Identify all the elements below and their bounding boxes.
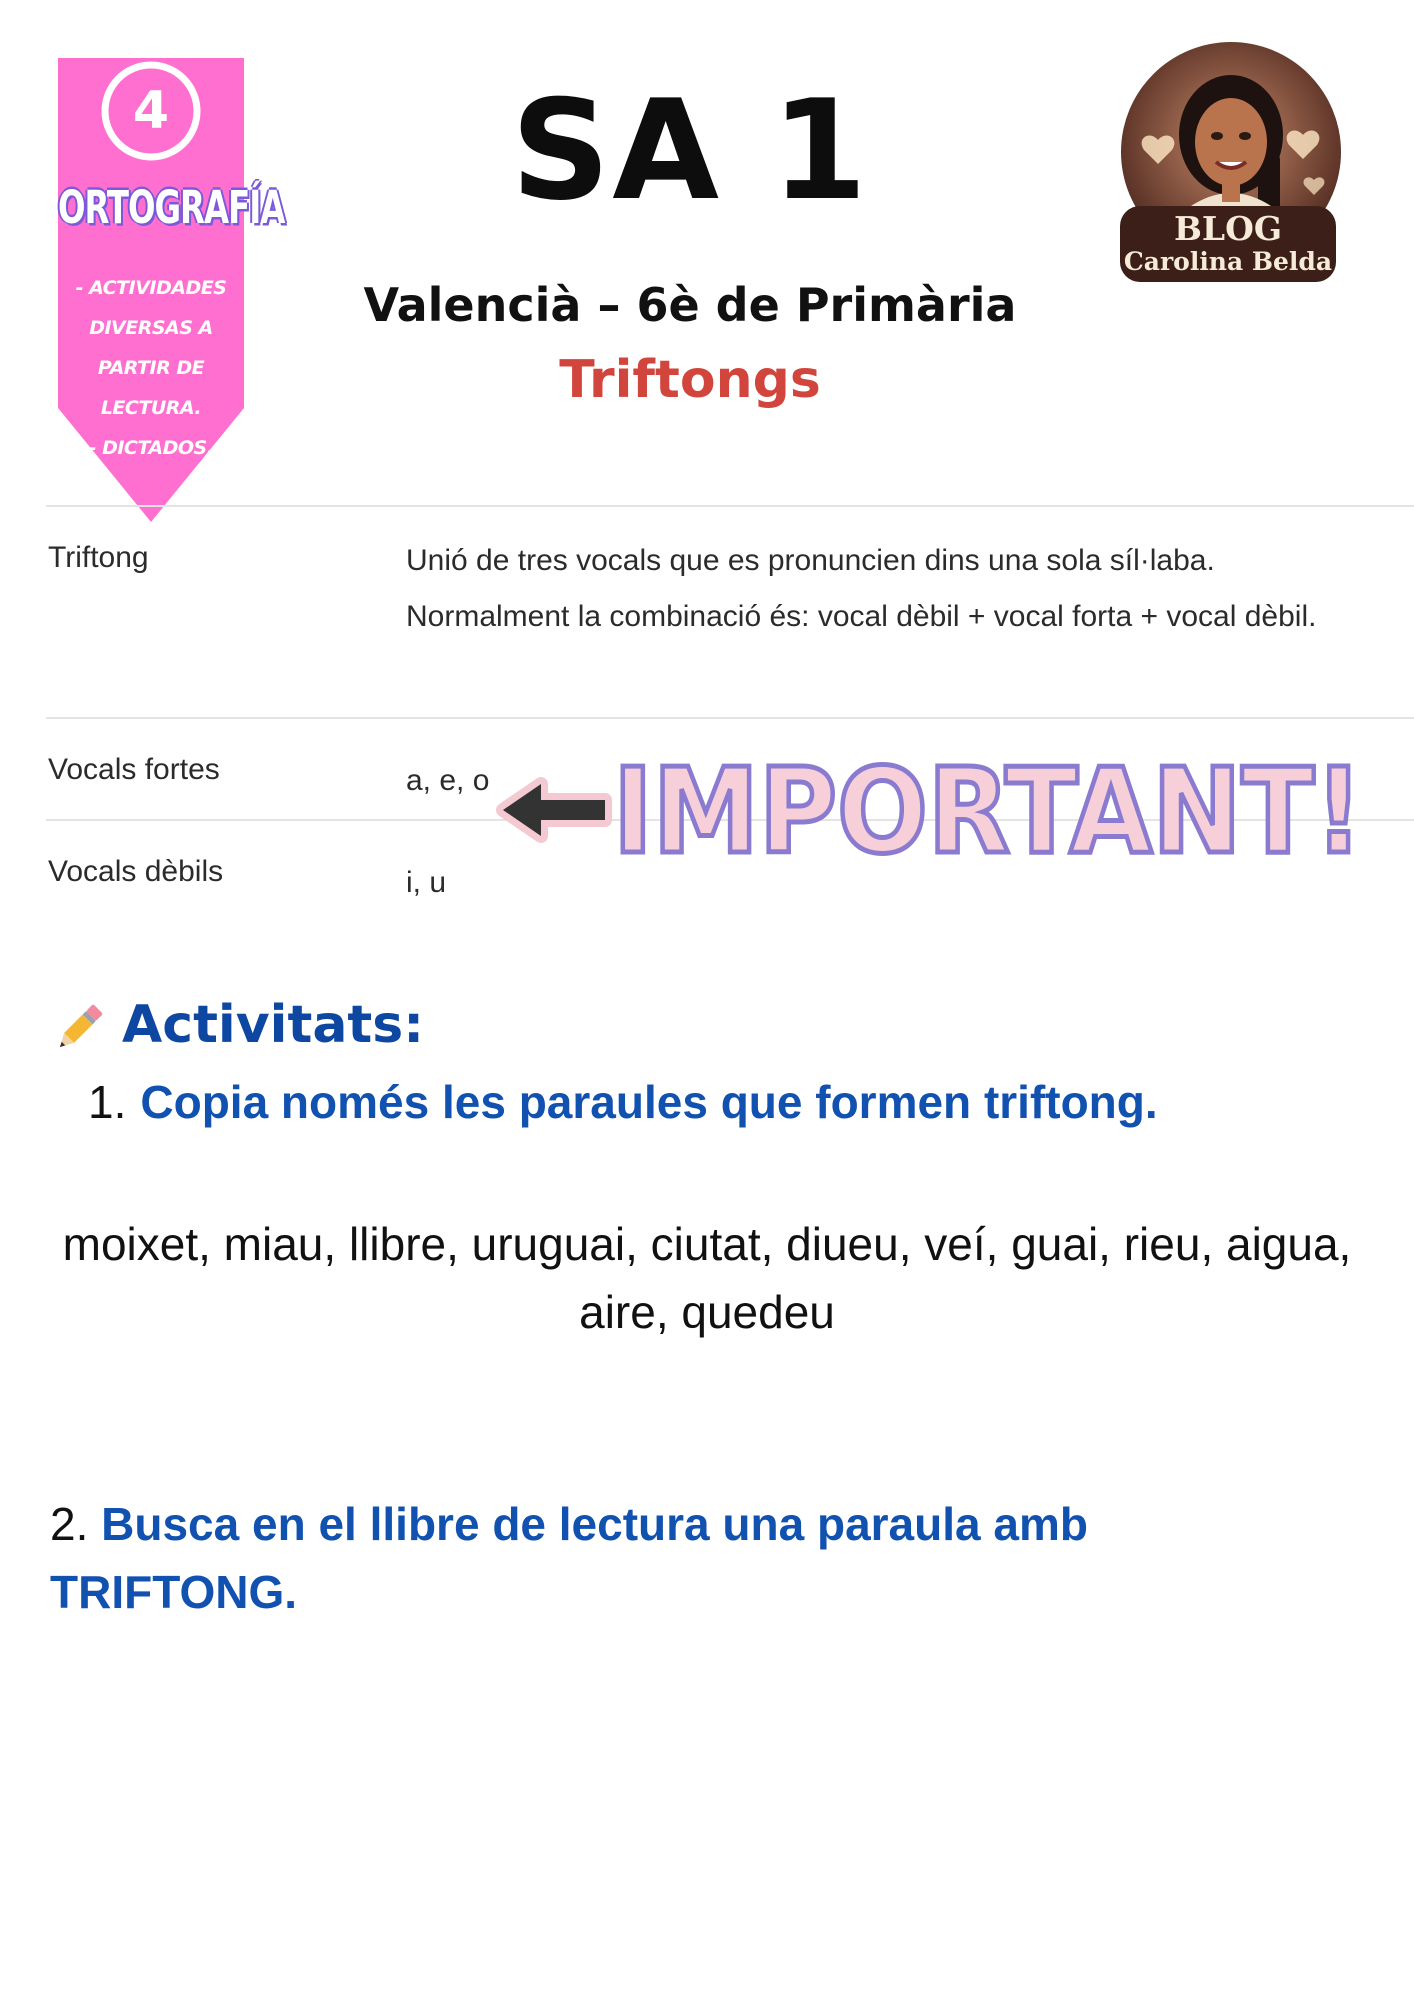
definition-cell: Unió de tres vocals que es pronuncien dins una sola síl·laba. Normalment la combinació és: vocal dèbil + vocal forta + vocal dèbil.: [406, 544, 1317, 633]
logo-label: [1120, 206, 1336, 282]
ribbon-line: DIVERSAS A PARTIR DE: [89, 317, 213, 379]
important-annotation: [495, 740, 1375, 880]
arrow-left-icon: [503, 784, 605, 836]
logo-line-1: BLOG: [1173, 209, 1283, 248]
activity-instruction: Copia només les paraules que formen triftong.: [140, 1076, 1158, 1128]
topic-title: Triftongs: [559, 350, 821, 410]
activity-2: [50, 1490, 1250, 1626]
definition-cell: i, u: [406, 866, 447, 899]
term-cell: Vocals fortes: [48, 753, 220, 786]
important-label: IMPORTANT!: [613, 742, 1363, 880]
category-ribbon: [58, 58, 285, 522]
ribbon-line: - ACTIVIDADES: [75, 277, 227, 299]
ribbon-number: 4: [132, 81, 170, 141]
activities-heading: [50, 995, 424, 1057]
activity-number: 2.: [50, 1498, 89, 1550]
ribbon-description: [60, 268, 242, 468]
activity-1: [88, 1075, 1158, 1129]
ribbon-line: LECTURA.: [100, 397, 202, 419]
word-list: moixet, miau, llibre, uruguai, ciutat, diueu, veí, guai, rieu, aigua, aire, quedeu: [62, 1218, 1352, 1338]
term-cell: Triftong: [48, 541, 149, 574]
definition-cell: a, e, o: [406, 764, 490, 797]
page-title: SA 1: [510, 70, 870, 231]
activity-instruction: Busca en el llibre de lectura una paraula amb TRIFTONG.: [50, 1498, 1088, 1618]
activity-number: 1.: [88, 1076, 127, 1128]
logo-line-2: Carolina Belda: [1123, 247, 1333, 276]
blog-logo: [1118, 40, 1344, 286]
page-subtitle: Valencià – 6è de Primària: [363, 278, 1017, 332]
ribbon-title: ORTOGRAFÍA: [58, 182, 285, 235]
term-cell: Vocals dèbils: [48, 855, 224, 888]
table-row: [46, 505, 1414, 717]
ribbon-line: - DICTADOS.: [88, 437, 214, 459]
activities-heading-text: Activitats:: [122, 995, 425, 1055]
pencil-icon: [50, 999, 108, 1057]
